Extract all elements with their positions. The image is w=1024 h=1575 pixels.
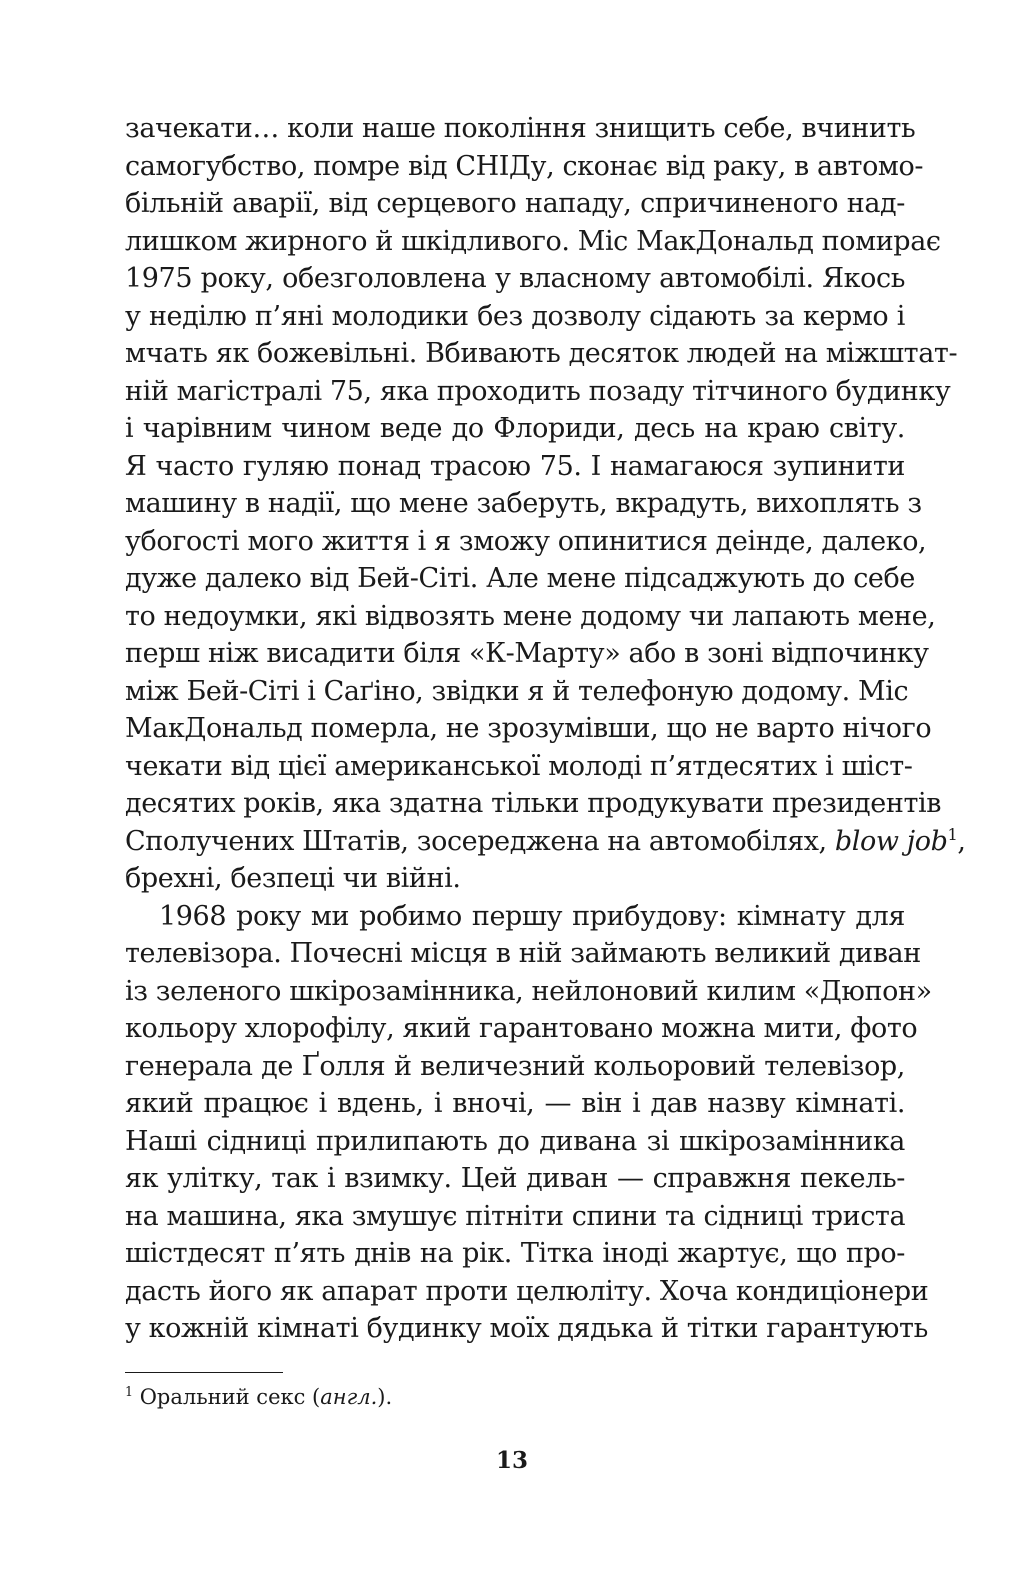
- text-line: шістдесят п’ять днів на рік. Тітка іноді жартує, що про-: [125, 1238, 905, 1269]
- text-line-with-footnote: [125, 823, 966, 861]
- page-number: 13: [495, 1447, 528, 1474]
- text-line: ній магістралі 75, яка проходить позаду тітчиного будинку: [125, 375, 951, 407]
- text-line: мчать як божевільні. Вбивають десяток людей на міжштат-: [125, 338, 958, 369]
- text-line: який працює і вдень, і вночі, — він і дав назву кімнаті.: [125, 1088, 905, 1119]
- paragraph-first-line: 1968 року ми робимо першу прибудову: кімнату для: [159, 900, 905, 932]
- text-line: брехні, безпеці чи війні.: [125, 863, 461, 894]
- text-line: у кожній кімнаті будинку моїх дядька й тітки гарантують: [125, 1313, 928, 1344]
- text-line: чекати від цієї американської молоді п’ятдесятих і шіст-: [125, 750, 913, 782]
- footnote-number: 1: [125, 1384, 134, 1399]
- footnote-text: Оральний секс (: [133, 1385, 321, 1409]
- text-line: десятих років, яка здатна тільки продукувати президентів: [125, 788, 942, 819]
- italic-phrase: blow job: [834, 825, 948, 857]
- text-line: убогості мого життя і я зможу опинитися деінде, далеко,: [125, 525, 927, 557]
- text-fragment: Сполучених Штатів, зосереджена на автомобілях,: [125, 825, 835, 857]
- text-line: МакДональд померла, не зрозумівши, що не варто нічого: [125, 713, 932, 744]
- text-line: дасть його як апарат проти целюліту. Хоча кондиціонери: [125, 1275, 929, 1307]
- text-line: у неділю п’яні молодики без дозволу сідають за кермо і: [125, 300, 905, 332]
- footnote-italic: англ.: [320, 1385, 378, 1409]
- text-line: Наші сідниці прилипають до дивана зі шкірозамінника: [125, 1125, 905, 1157]
- text-line: Я часто гуляю понад трасою 75. І намагаюся зупинити: [125, 450, 905, 482]
- text-line: дуже далеко від Бей-Сіті. Але мене підсаджують до себе: [125, 563, 915, 594]
- body-text: [125, 110, 966, 1348]
- text-line: зачекати… коли наше покоління знищить себе, вчинить: [125, 113, 916, 144]
- text-line: із зеленого шкірозамінника, нейлоновий килим «Дюпон»: [125, 975, 932, 1007]
- text-line: самогубство, помре від СНІДу, сконає від раку, в автомо-: [125, 150, 924, 182]
- footnote: [125, 1382, 392, 1412]
- footnote-divider: [125, 1372, 283, 1373]
- text-line: генерала де Ґолля й величезний кольоровий телевізор,: [125, 1050, 905, 1082]
- text-line: і чарівним чином веде до Флориди, десь на краю світу.: [125, 413, 905, 444]
- footnote-text-end: ).: [377, 1385, 393, 1409]
- text-line: 1975 року, обезголовлена у власному автомобілі. Якось: [125, 263, 905, 294]
- text-fragment: ,: [957, 825, 966, 857]
- text-line: машину в надії, що мене заберуть, вкрадуть, вихоплять з: [125, 488, 922, 519]
- text-line: кольору хлорофілу, який гарантовано можна мити, фото: [125, 1013, 918, 1044]
- footnote-marker: 1: [947, 824, 958, 844]
- text-line: як улітку, так і взимку. Цей диван — справжня пекель-: [125, 1163, 905, 1194]
- text-line: між Бей-Сіті і Саґіно, звідки я й телефоную додому. Міс: [125, 675, 909, 707]
- text-line: лишком жирного й шкідливого. Міс МакДональд помирає: [125, 225, 941, 257]
- text-line: на машина, яка змушує пітніти спини та сідниці триста: [125, 1200, 906, 1232]
- text-line: то недоумки, які відвозять мене додому чи лапають мене,: [125, 600, 936, 632]
- text-line: перш ніж висадити біля «К-Марту» або в зоні відпочинку: [125, 638, 929, 669]
- text-line: більній аварії, від серцевого нападу, спричиненого над-: [125, 188, 905, 219]
- text-line: телевізора. Почесні місця в ній займають великий диван: [125, 938, 921, 969]
